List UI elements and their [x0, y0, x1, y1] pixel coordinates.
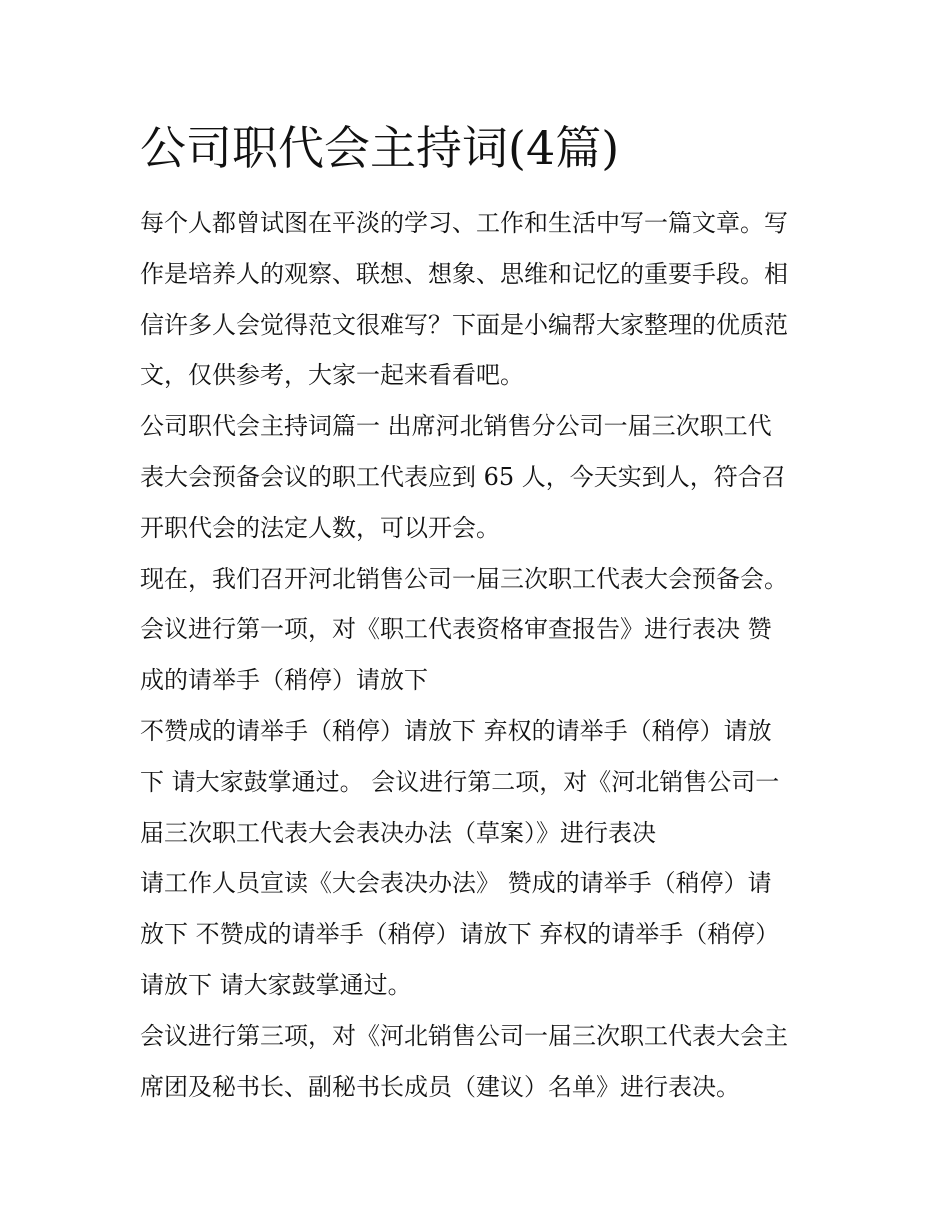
text-line: 放下 不赞成的请举手（稍停）请放下 弃权的请举手（稍停）: [140, 920, 780, 949]
text-line: 公司职代会主持词篇一 出席河北销售分公司一届三次职工代: [140, 412, 772, 441]
text-line: 不赞成的请举手（稍停）请放下 弃权的请举手（稍停）请放: [140, 716, 772, 745]
text-line: 席团及秘书长、副秘书长成员（建议）名单》进行表决。: [140, 1072, 740, 1101]
text-line: 每个人都曾试图在平淡的学习、工作和生活中写一篇文章。写: [140, 209, 788, 237]
text-line: 届三次职工代表大会表决办法（草案）》进行表决: [140, 818, 656, 847]
text-line: 作是培养人的观察、联想、想象、思维和记忆的重要手段。相: [140, 259, 788, 288]
text-line: 表大会预备会议的职工代表应到 65 人，今天实到人，符合召: [140, 462, 786, 491]
text-line: 请工作人员宣读《大会表决办法》 赞成的请举手（稍停）请: [140, 869, 772, 898]
document-body: [140, 198, 820, 1112]
text-line: 文，仅供参考，大家一起来看看吧。: [140, 361, 524, 390]
text-line: 下 请大家鼓掌通过。 会议进行第二项，对《河北销售公司一: [140, 767, 780, 796]
text-line: 开职代会的法定人数，可以开会。: [140, 513, 500, 542]
text-line: 会议进行第一项，对《职工代表资格审查报告》进行表决 赞: [140, 615, 772, 644]
document-title: 公司职代会主持词(4篇): [140, 121, 620, 175]
text-line: 会议进行第三项，对《河北销售公司一届三次职工代表大会主: [140, 1021, 788, 1050]
text-line: 请放下 请大家鼓掌通过。: [140, 970, 412, 999]
text-line: 信许多人会觉得范文很难写？下面是小编帮大家整理的优质范: [140, 310, 788, 339]
text-line: 成的请举手（稍停）请放下: [140, 666, 428, 695]
text-line: 现在，我们召开河北销售公司一届三次职工代表大会预备会。: [140, 564, 788, 593]
